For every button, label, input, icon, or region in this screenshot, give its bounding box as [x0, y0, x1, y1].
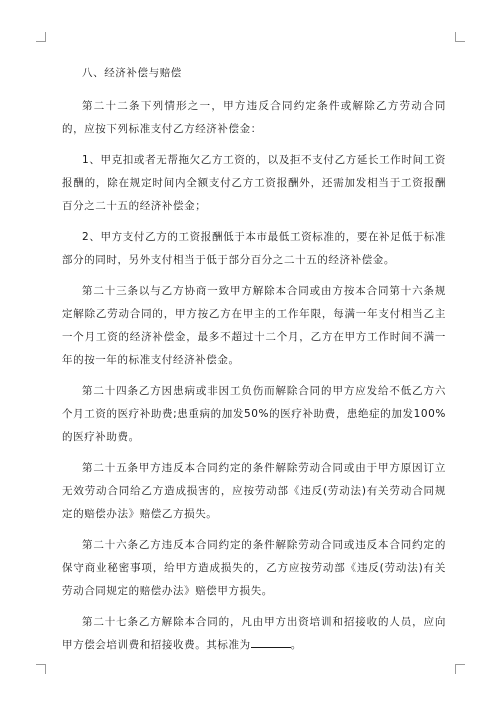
- clause-25: 第二十五条甲方违反本合同约定的条件解除劳动合同或由于甲方原因订立无效劳动合同给乙方造成损害的，应按劳动部《违反(劳动法)有关劳动合同规定的赔偿办法》赔偿乙方损失。: [62, 462, 446, 520]
- section-title: 八、经济补偿与赔偿: [82, 67, 182, 79]
- document-page: [62, 62, 446, 665]
- clause-27-end: 。: [290, 639, 302, 651]
- clause-22-item-1: 1、甲克扣或者无帮拖欠乙方工资的，以及拒不支付乙方延长工作时间工资报酬的，除在规定时间内全额支付乙方工资报酬外，还需加发相当于工资报酬百分之二十五的经济补偿金；: [62, 154, 446, 212]
- crop-mark-bottom-right: [455, 664, 465, 674]
- crop-mark-top-right: [455, 32, 465, 42]
- clause-23: 第二十三条以与乙方协商一致甲方解除本合同或由方按本合同第十六条规定解除乙劳动合同的，甲方按乙方在甲主的工作年限，每满一年支付相当乙主一个月工资的经济补偿金，最多不超过十二个月，乙方在甲方工作时间不满一年的按一年的标准支付经济补偿金。: [62, 285, 446, 366]
- crop-mark-top-left: [36, 32, 46, 42]
- clause-27-text: 第二十七条乙方解除本合同的，凡由甲方出资培训和招接收的人员，应向甲方偿会培训费和招接收费。其标准为: [62, 616, 446, 651]
- clause-27: [62, 611, 446, 657]
- clause-22-item-2: 2、甲方支付乙方的工资报酬低于本市最低工资标准的，要在补足低于标准部分的同时，另外支付相当于低于部分百分之二十五的经济补偿金。: [62, 231, 446, 266]
- crop-mark-bottom-left: [36, 664, 46, 674]
- clause-24: 第二十四条乙方因患病或非因工负伤而解除合同的甲方应发给不低乙方六个月工资的医疗补助费;患重病的加发50%的医疗补助费，患绝症的加发100%的医疗补助费。: [62, 385, 446, 443]
- clause-26: 第二十六条乙方违反本合同约定的条件解除劳动合同或违反本合同约定的保守商业秘密事项，给甲方造成损失的，乙方应按劳动部《违反(劳动法)有关劳动合同规定的赔偿办法》赔偿甲方损失。: [62, 539, 446, 597]
- fill-in-blank: [251, 637, 291, 648]
- clause-22: 第二十二条下列情形之一，甲方违反合同约定条件或解除乙方劳动合同的，应按下列标准支付乙方经济补偿金：: [62, 100, 446, 135]
